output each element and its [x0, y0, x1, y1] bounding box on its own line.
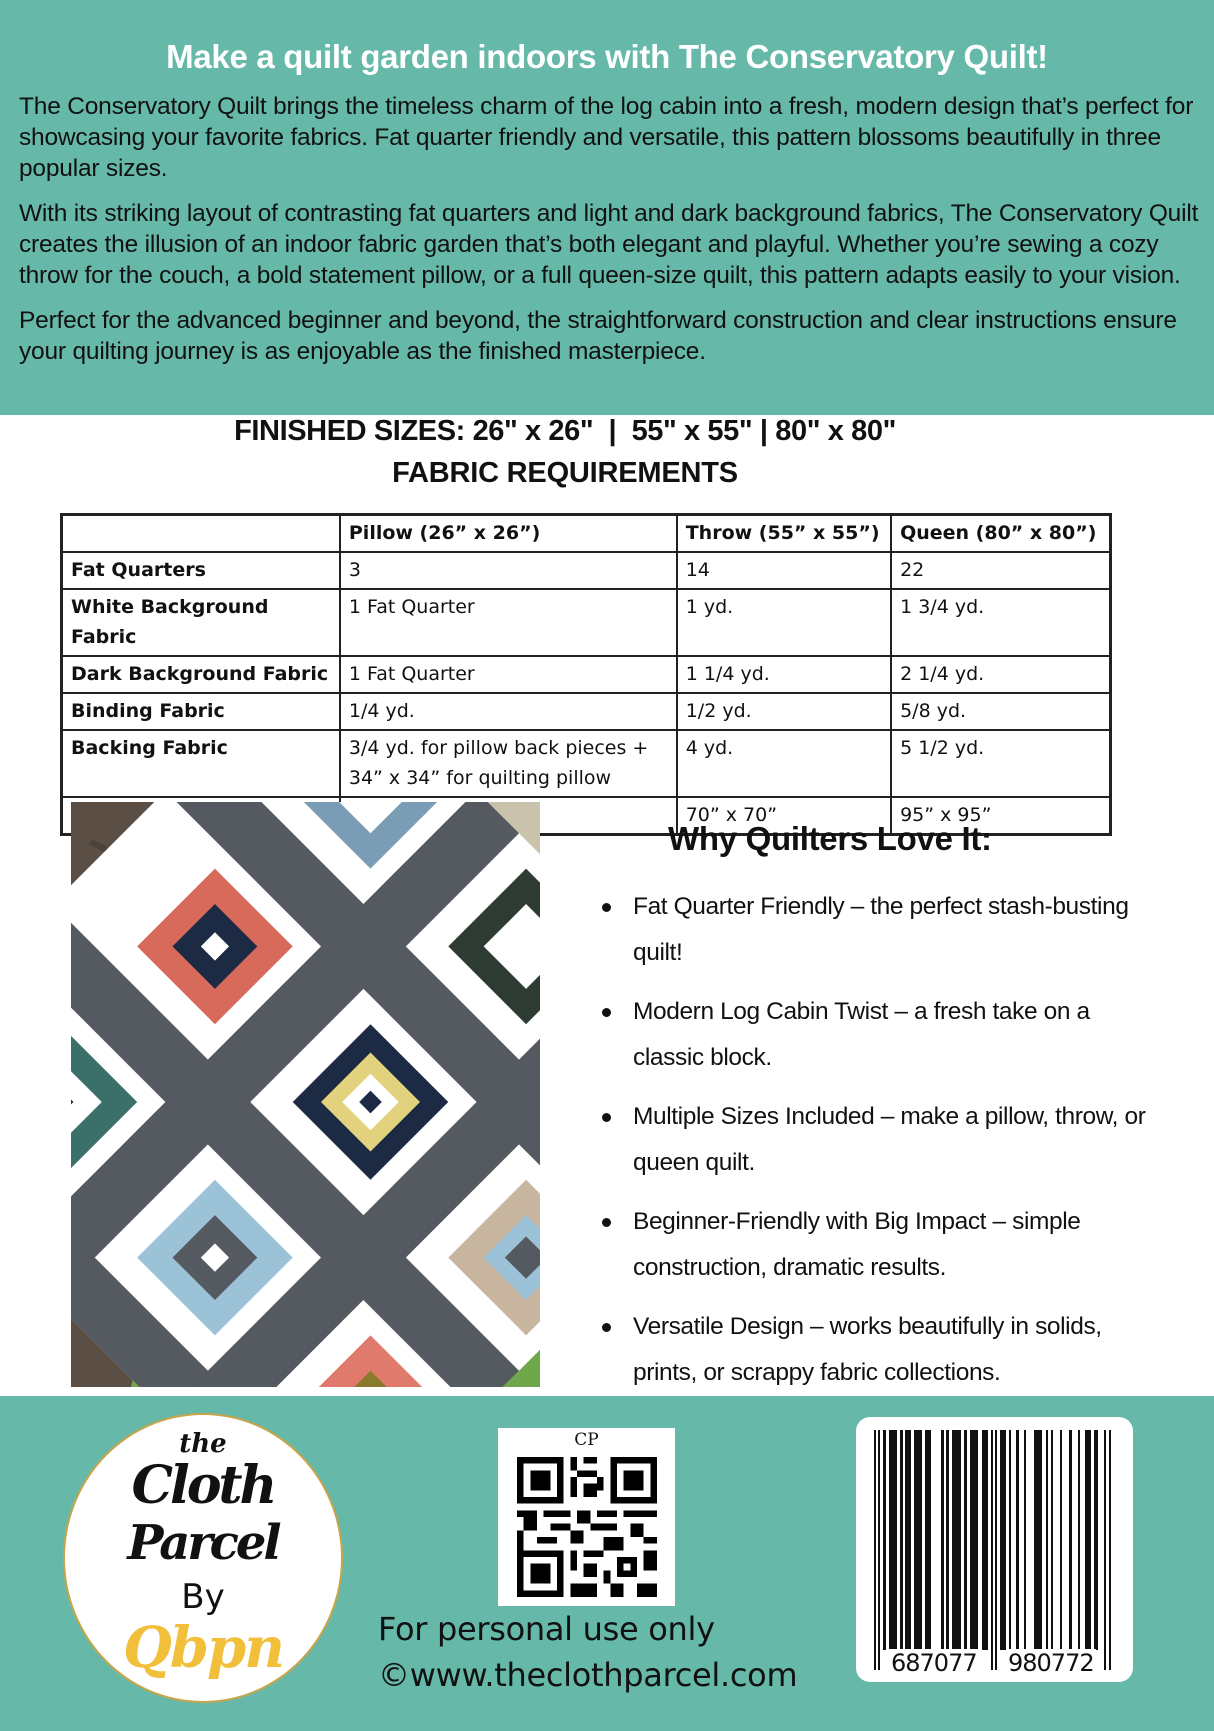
header-empty	[62, 515, 340, 553]
logo-cloth: Cloth	[131, 1455, 275, 1516]
cell-throw: 1 1/4 yd.	[677, 656, 891, 693]
logo-the: the	[179, 1429, 227, 1459]
cell-pillow: 1/4 yd.	[340, 693, 677, 730]
list-item-text: Beginner-Friendly with Big Impact – simple construction, dramatic results.	[633, 1208, 1081, 1281]
list-item-text: Multiple Sizes Included – make a pillow, throw, or queen quilt.	[633, 1103, 1146, 1176]
why-quilters-love-it-title: Why Quilters Love It:	[668, 820, 992, 857]
qr-code-icon	[517, 1457, 657, 1597]
cloth-parcel-logo	[63, 1413, 343, 1703]
table-row	[62, 730, 1111, 797]
cell-throw: 4 yd.	[677, 730, 891, 797]
cell-queen: 22	[891, 552, 1110, 589]
intro-paragraph: Perfect for the advanced beginner and beyond, the straightforward construction and clear instructions ensure your quilting journey is as enjoyable as the finished masterpiece.	[19, 307, 1177, 365]
logo-qbpn: Qbpn	[123, 1615, 283, 1681]
logo-parcel: Parcel	[127, 1515, 279, 1571]
qr-caption: CP	[574, 1430, 599, 1450]
bullet-icon	[602, 1008, 611, 1017]
table-header-row	[62, 515, 1111, 553]
list-item-text: Fat Quarter Friendly – the perfect stash-busting quilt!	[633, 893, 1129, 966]
list-item-text: Modern Log Cabin Twist – a fresh take on a classic block.	[633, 998, 1090, 1071]
cell-throw: 1 yd.	[677, 589, 891, 656]
cell-queen: 1 3/4 yd.	[891, 589, 1110, 656]
cell-pillow: 1 Fat Quarter	[340, 656, 677, 693]
cell-throw: 1/2 yd.	[677, 693, 891, 730]
finished-sizes: FINISHED SIZES: 26" x 26" | 55" x 55" | 80" x 80"	[234, 415, 896, 447]
row-label: Backing Fabric	[62, 730, 340, 797]
list-item	[598, 884, 1158, 976]
row-label: White Background Fabric	[62, 589, 340, 656]
quilt-photo	[71, 802, 540, 1387]
bullet-icon	[602, 1113, 611, 1122]
cell-pillow: 1 Fat Quarter	[340, 589, 677, 656]
cell-queen: 95” x 95”	[891, 797, 1110, 835]
table-row	[62, 552, 1111, 589]
list-item	[598, 1304, 1158, 1396]
header-throw: Throw (55” x 55”)	[677, 515, 891, 553]
intro-paragraph: The Conservatory Quilt brings the timeless charm of the log cabin into a fresh, modern design that’s perfect for showcasing your favorite fabrics. Fat quarter friendly and versatile, this pattern blossoms beautifully in three popular sizes.	[19, 93, 1194, 182]
bullet-icon	[602, 1218, 611, 1227]
cell-queen: 5 1/2 yd.	[891, 730, 1110, 797]
row-label: Dark Background Fabric	[62, 656, 340, 693]
list-item	[598, 1094, 1158, 1186]
list-item	[598, 1199, 1158, 1291]
row-label: Fat Quarters	[62, 552, 340, 589]
fabric-requirements-table	[60, 513, 1112, 836]
barcode	[856, 1417, 1133, 1682]
personal-use-notice: For personal use only	[378, 1610, 715, 1648]
logo-by: By	[181, 1577, 225, 1617]
barcode-left-digits: 687077	[891, 1649, 977, 1677]
header-pillow: Pillow (26” x 26”)	[340, 515, 677, 553]
header-queen: Queen (80” x 80”)	[891, 515, 1110, 553]
cell-throw: 70” x 70”	[677, 797, 891, 835]
headline: Make a quilt garden indoors with The Conservatory Quilt!	[166, 38, 1048, 75]
qr-code[interactable]	[498, 1428, 675, 1606]
copyright-url[interactable]: ©www.theclothparcel.com	[378, 1656, 798, 1694]
row-label: Binding Fabric	[62, 693, 340, 730]
fabric-requirements-title: FABRIC REQUIREMENTS	[392, 457, 738, 489]
list-item	[598, 989, 1158, 1081]
table-row	[62, 693, 1111, 730]
cell-pillow: 3/4 yd. for pillow back pieces + 34” x 34” for quilting pillow	[340, 730, 677, 797]
cell-pillow: 3	[340, 552, 677, 589]
cell-queen: 2 1/4 yd.	[891, 656, 1110, 693]
bullet-icon	[602, 903, 611, 912]
cell-queen: 5/8 yd.	[891, 693, 1110, 730]
barcode-right-digits: 980772	[1008, 1649, 1094, 1677]
barcode-icon	[874, 1430, 1119, 1670]
intro-paragraph: With its striking layout of contrasting fat quarters and light and dark background fabrics, The Conservatory Quilt creates the illusion of an indoor fabric garden that’s both elegant and playful. Whether you’re sewing a cozy throw for the couch, a bold statement pillow, or a full queen-size quilt, this pattern adapts easily to your vision.	[19, 200, 1199, 289]
table-row	[62, 589, 1111, 656]
list-item-text: Versatile Design – works beautifully in solids, prints, or scrappy fabric collections.	[633, 1313, 1102, 1386]
intro-text	[19, 91, 1204, 381]
bullet-icon	[602, 1323, 611, 1332]
why-list	[598, 884, 1158, 1409]
table-row	[62, 656, 1111, 693]
cell-throw: 14	[677, 552, 891, 589]
